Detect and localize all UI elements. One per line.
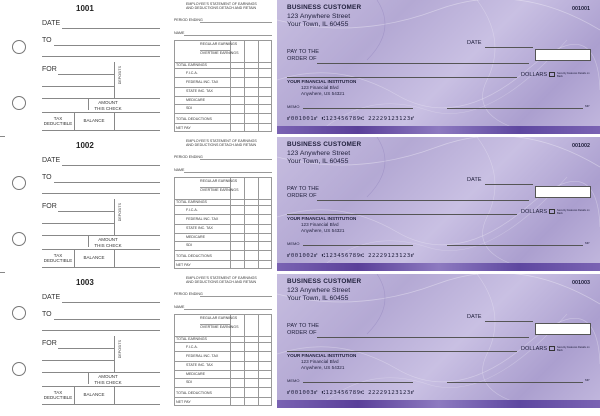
pay-to-label-1: PAY TO THE [287, 186, 320, 192]
pay-to-label-1: PAY TO THE [287, 49, 320, 55]
total-deductions-label: TOTAL DEDUCTIONS [176, 117, 212, 121]
binder-hole [12, 96, 26, 110]
dollars-label: DOLLARS [521, 72, 548, 78]
stub-to-line-2[interactable] [42, 330, 160, 331]
stub-for-label: FOR [42, 340, 57, 347]
customer-name: BUSINESS CUSTOMER [287, 4, 362, 11]
memo-line[interactable] [303, 382, 413, 383]
stub-date-label: DATE [42, 20, 61, 27]
bank-name: YOUR FINANCIAL INSTITUTION [287, 79, 357, 84]
stub-balance-label: BALANCE [83, 255, 105, 260]
security-features-note: Security Features Details on Back [557, 346, 590, 352]
security-features-note: Security Features Details on Back [557, 209, 590, 215]
pay-to-label-1: PAY TO THE [287, 323, 320, 329]
bank-city: Anywhere, US 54321 [301, 228, 345, 233]
total-earnings-label: TOTAL EARNINGS [176, 200, 207, 204]
name-label: NAME [174, 31, 185, 35]
amount-box[interactable] [535, 49, 591, 61]
earnings-title-1: EMPLOYEE'S STATEMENT OF EARNINGS [186, 2, 257, 6]
stub-deductible-label: DEDUCTIBLE [43, 121, 73, 126]
amount-box[interactable] [535, 323, 591, 335]
fica-label: F.I.C.A. [186, 71, 198, 75]
signature-line[interactable] [447, 108, 583, 109]
stub-to-label: TO [42, 174, 52, 181]
payee-line[interactable] [317, 200, 529, 201]
period-ending-label: PERIOD ENDING [174, 155, 203, 159]
payee-line[interactable] [317, 337, 529, 338]
pay-to-label-2: ORDER OF [287, 193, 317, 199]
lock-icon [549, 209, 555, 214]
stub-amount-label: AMOUNT [98, 100, 118, 105]
stub-date-line[interactable] [62, 28, 160, 29]
check-border-strip [277, 400, 600, 408]
state-tax-label: STATE INC. TAX [186, 363, 213, 367]
stub-balance-label: BALANCE [83, 118, 105, 123]
check-number: 001001 [572, 6, 590, 12]
regular-earnings-label: REGULAR EARNINGS [200, 179, 238, 183]
check-number: 001002 [572, 143, 590, 149]
register-stub [28, 0, 160, 134]
medicare-label: MEDICARE [186, 98, 205, 102]
register-stub [28, 274, 160, 408]
fica-label: F.I.C.A. [186, 208, 198, 212]
check-number: 001003 [572, 280, 590, 286]
bank-street: 123 Financial Blvd [301, 359, 339, 364]
security-features-note: Security Features Details on Back [557, 72, 590, 78]
check [277, 0, 600, 134]
check-date-label: DATE [467, 177, 482, 183]
stub-to-line-2[interactable] [42, 56, 160, 57]
sdi-label: SDI [186, 380, 192, 384]
stub-to-line-2[interactable] [42, 193, 160, 194]
customer-city: Your Town, IL 60455 [287, 21, 349, 28]
net-pay-label: NET PAY [176, 263, 191, 267]
stub-this-check-label: THIS CHECK [94, 106, 122, 111]
total-earnings-label: TOTAL EARNINGS [176, 63, 207, 67]
stub-balance-label: BALANCE [83, 392, 105, 397]
check-date-label: DATE [467, 314, 482, 320]
stub-this-check-label: THIS CHECK [94, 380, 122, 385]
stub-for-line-2[interactable] [42, 86, 114, 87]
regular-earnings-label: REGULAR EARNINGS [200, 42, 238, 46]
stub-tax-label: TAX [53, 390, 63, 395]
payee-line[interactable] [317, 63, 529, 64]
micr-line: ⑈001001⑈ ⑆123456789⑆ 22229123123⑈ [287, 116, 415, 122]
overtime-earnings-label: OVERTIME EARNINGS [200, 325, 239, 329]
stub-deductible-label: DEDUCTIBLE [43, 395, 73, 400]
bank-street: 123 Financial Blvd [301, 222, 339, 227]
mp-label: MP [585, 378, 590, 382]
stub-to-label: TO [42, 311, 52, 318]
customer-street: 123 Anywhere Street [287, 287, 351, 294]
perforation-tick [0, 136, 5, 137]
overtime-earnings-label: OVERTIME EARNINGS [200, 188, 239, 192]
signature-line[interactable] [447, 382, 583, 383]
stub-for-line-2[interactable] [42, 360, 114, 361]
binder-hole [12, 176, 26, 190]
stub-deposits-label: DEPOSITS [118, 340, 122, 359]
medicare-label: MEDICARE [186, 372, 205, 376]
micr-line: ⑈001003⑈ ⑆123456789⑆ 22229123123⑈ [287, 390, 415, 396]
micr-line: ⑈001002⑈ ⑆123456789⑆ 22229123123⑈ [287, 253, 415, 259]
earnings-title-1: EMPLOYEE'S STATEMENT OF EARNINGS [186, 139, 257, 143]
memo-label: MEMO [287, 241, 300, 246]
check [277, 274, 600, 408]
stub-date-line[interactable] [62, 165, 160, 166]
check-date-label: DATE [467, 40, 482, 46]
total-earnings-label: TOTAL EARNINGS [176, 337, 207, 341]
fica-label: F.I.C.A. [186, 345, 198, 349]
stub-for-label: FOR [42, 203, 57, 210]
stub-check-number: 1002 [76, 141, 94, 150]
federal-tax-label: FEDERAL INC. TAX [186, 80, 219, 84]
memo-line[interactable] [303, 245, 413, 246]
bank-name: YOUR FINANCIAL INSTITUTION [287, 216, 357, 221]
earnings-title-2: AND DEDUCTIONS DETACH AND RETAIN [186, 6, 257, 10]
stub-to-line[interactable] [54, 45, 160, 46]
bank-street: 123 Financial Blvd [301, 85, 339, 90]
state-tax-label: STATE INC. TAX [186, 226, 213, 230]
stub-deposits-label: DEPOSITS [118, 203, 122, 222]
register-stub [28, 137, 160, 271]
medicare-label: MEDICARE [186, 235, 205, 239]
earnings-statement [170, 0, 274, 134]
stub-check-number: 1003 [76, 278, 94, 287]
binder-hole [12, 40, 26, 54]
bank-city: Anywhere, US 54321 [301, 91, 345, 96]
period-ending-label: PERIOD ENDING [174, 292, 203, 296]
customer-street: 123 Anywhere Street [287, 150, 351, 157]
stub-date-label: DATE [42, 157, 61, 164]
check-border-strip [277, 126, 600, 134]
binder-hole [12, 306, 26, 320]
customer-city: Your Town, IL 60455 [287, 158, 349, 165]
sdi-label: SDI [186, 106, 192, 110]
customer-city: Your Town, IL 60455 [287, 295, 349, 302]
amount-words-line[interactable] [287, 351, 517, 352]
customer-name: BUSINESS CUSTOMER [287, 278, 362, 285]
binder-hole [12, 362, 26, 376]
amount-words-line[interactable] [287, 77, 517, 78]
net-pay-label: NET PAY [176, 400, 191, 404]
stub-amount-label: AMOUNT [98, 374, 118, 379]
check [277, 137, 600, 271]
memo-label: MEMO [287, 378, 300, 383]
period-ending-label: PERIOD ENDING [174, 18, 203, 22]
customer-street: 123 Anywhere Street [287, 13, 351, 20]
memo-line[interactable] [303, 108, 413, 109]
pay-to-label-2: ORDER OF [287, 330, 317, 336]
binder-hole [12, 232, 26, 246]
net-pay-label: NET PAY [176, 126, 191, 130]
stub-to-label: TO [42, 37, 52, 44]
lock-icon [549, 72, 555, 77]
earnings-title-2: AND DEDUCTIONS DETACH AND RETAIN [186, 280, 257, 284]
stub-for-line[interactable] [58, 74, 114, 75]
check-date-line[interactable] [485, 184, 533, 185]
earnings-statement [170, 274, 274, 408]
stub-date-label: DATE [42, 294, 61, 301]
federal-tax-label: FEDERAL INC. TAX [186, 354, 219, 358]
dollars-label: DOLLARS [521, 346, 548, 352]
name-label: NAME [174, 305, 185, 309]
bank-name: YOUR FINANCIAL INSTITUTION [287, 353, 357, 358]
check-border-strip [277, 263, 600, 271]
stub-check-number: 1001 [76, 4, 94, 13]
total-deductions-label: TOTAL DEDUCTIONS [176, 254, 212, 258]
state-tax-label: STATE INC. TAX [186, 89, 213, 93]
dollars-label: DOLLARS [521, 209, 548, 215]
overtime-earnings-label: OVERTIME EARNINGS [200, 51, 239, 55]
stub-for-label: FOR [42, 66, 57, 73]
customer-name: BUSINESS CUSTOMER [287, 141, 362, 148]
earnings-title-1: EMPLOYEE'S STATEMENT OF EARNINGS [186, 276, 257, 280]
amount-box[interactable] [535, 186, 591, 198]
stub-this-check-label: THIS CHECK [94, 243, 122, 248]
memo-label: MEMO [287, 104, 300, 109]
check-date-line[interactable] [485, 47, 533, 48]
mp-label: MP [585, 104, 590, 108]
stub-for-line[interactable] [58, 211, 114, 212]
bank-city: Anywhere, US 54321 [301, 365, 345, 370]
stub-tax-label: TAX [53, 116, 63, 121]
check-date-line[interactable] [485, 321, 533, 322]
stub-for-line-2[interactable] [42, 223, 114, 224]
stub-for-line[interactable] [58, 348, 114, 349]
stub-to-line[interactable] [54, 319, 160, 320]
lock-icon [549, 346, 555, 351]
perforation-tick [0, 272, 5, 273]
stub-date-line[interactable] [62, 302, 160, 303]
amount-words-line[interactable] [287, 214, 517, 215]
regular-earnings-label: REGULAR EARNINGS [200, 316, 238, 320]
stub-tax-label: TAX [53, 253, 63, 258]
signature-line[interactable] [447, 245, 583, 246]
total-deductions-label: TOTAL DEDUCTIONS [176, 391, 212, 395]
name-label: NAME [174, 168, 185, 172]
earnings-title-2: AND DEDUCTIONS DETACH AND RETAIN [186, 143, 257, 147]
stub-amount-label: AMOUNT [98, 237, 118, 242]
federal-tax-label: FEDERAL INC. TAX [186, 217, 219, 221]
stub-deductible-label: DEDUCTIBLE [43, 258, 73, 263]
stub-deposits-label: DEPOSITS [118, 66, 122, 85]
mp-label: MP [585, 241, 590, 245]
stub-to-line[interactable] [54, 182, 160, 183]
earnings-statement [170, 137, 274, 271]
pay-to-label-2: ORDER OF [287, 56, 317, 62]
sdi-label: SDI [186, 243, 192, 247]
